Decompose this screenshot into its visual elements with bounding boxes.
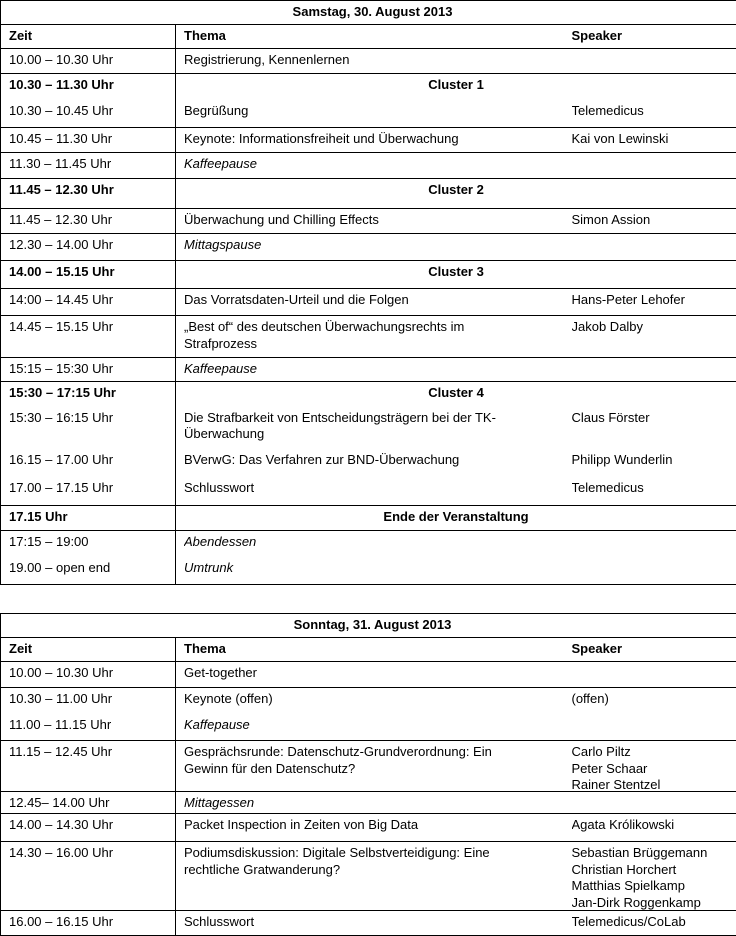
speaker-text: Telemedicus/CoLab [572, 914, 736, 931]
table-row [1, 741, 736, 792]
speaker-cell [564, 49, 736, 74]
cluster-heading: Cluster 3 [176, 261, 736, 289]
speaker-cell [564, 741, 736, 792]
topic-cell [176, 128, 564, 153]
topic-text: Kaffepause [184, 717, 564, 734]
cluster-row [1, 74, 736, 100]
time-cell: 17.00 – 17.15 Uhr [1, 477, 176, 506]
cluster-heading: Cluster 2 [176, 179, 736, 209]
speaker-cell [564, 531, 736, 557]
time-cell: 11.15 – 12.45 Uhr [1, 741, 176, 792]
table-header-row [1, 638, 736, 662]
topic-cell [176, 741, 564, 792]
time-cell: 17.15 Uhr [1, 506, 176, 531]
topic-cell [176, 289, 564, 316]
topic-cell [176, 477, 564, 506]
header-topic: Thema [176, 25, 564, 49]
time-cell: 14.00 – 14.30 Uhr [1, 814, 176, 842]
topic-cell [176, 911, 564, 936]
time-cell: 10.30 – 11.00 Uhr [1, 688, 176, 714]
speaker-cell [564, 714, 736, 741]
header-topic: Thema [176, 638, 564, 662]
time-cell: 16.00 – 16.15 Uhr [1, 911, 176, 936]
header-time: Zeit [1, 25, 176, 49]
topic-text: Kaffeepause [184, 361, 564, 378]
speaker-cell [564, 814, 736, 842]
topic-cell [176, 407, 564, 449]
speaker-cell [564, 128, 736, 153]
table-row [1, 449, 736, 477]
speaker-cell [564, 688, 736, 714]
cluster-row [1, 506, 736, 531]
speaker-cell [564, 842, 736, 911]
cluster-heading: Cluster 1 [176, 74, 736, 100]
cluster-row [1, 261, 736, 289]
speaker-cell [564, 209, 736, 234]
topic-text: Packet Inspection in Zeiten von Big Data [184, 817, 564, 834]
header-speaker: Speaker [564, 25, 736, 49]
table-row [1, 714, 736, 741]
cluster-heading: Cluster 4 [176, 382, 736, 407]
table-title-row [1, 1, 736, 25]
topic-cell [176, 557, 564, 585]
table-row [1, 662, 736, 688]
speaker-text: (offen) [572, 691, 736, 708]
table-title-row [1, 614, 736, 638]
speaker-cell [564, 662, 736, 688]
header-time: Zeit [1, 638, 176, 662]
cluster-row [1, 382, 736, 407]
speaker-cell [564, 358, 736, 382]
table-header-row [1, 25, 736, 49]
speaker-cell [564, 792, 736, 814]
time-cell: 12.30 – 14.00 Uhr [1, 234, 176, 261]
cluster-row [1, 179, 736, 209]
topic-cell [176, 100, 564, 128]
topic-cell [176, 662, 564, 688]
topic-cell [176, 234, 564, 261]
table-row [1, 531, 736, 557]
topic-cell [176, 358, 564, 382]
topic-text: Podiumsdiskussion: Digitale Selbstverteidigung: Eine rechtliche Gratwanderung? [184, 845, 564, 878]
topic-cell [176, 814, 564, 842]
table-row [1, 407, 736, 449]
cluster-heading: Ende der Veranstaltung [176, 506, 736, 531]
table-row [1, 911, 736, 936]
time-cell: 11.45 – 12.30 Uhr [1, 209, 176, 234]
header-speaker: Speaker [564, 638, 736, 662]
topic-text: „Best of“ des deutschen Überwachungsrechts im Strafprozess [184, 319, 564, 352]
speaker-text: Jakob Dalby [572, 319, 736, 336]
table-row [1, 792, 736, 814]
table-row [1, 842, 736, 911]
topic-text: Registrierung, Kennenlernen [184, 52, 564, 69]
topic-text: BVerwG: Das Verfahren zur BND-Überwachung [184, 452, 564, 469]
time-cell: 19.00 – open end [1, 557, 176, 585]
speaker-cell [564, 234, 736, 261]
time-cell: 15:30 – 16:15 Uhr [1, 407, 176, 449]
table-row [1, 234, 736, 261]
topic-cell [176, 688, 564, 714]
topic-text: Umtrunk [184, 560, 564, 577]
topic-text: Schlusswort [184, 914, 564, 931]
table-row [1, 477, 736, 506]
time-cell: 14:00 – 14.45 Uhr [1, 289, 176, 316]
time-cell: 10.30 – 10.45 Uhr [1, 100, 176, 128]
topic-cell [176, 714, 564, 741]
speaker-cell [564, 407, 736, 449]
topic-cell [176, 842, 564, 911]
time-cell: 11.00 – 11.15 Uhr [1, 714, 176, 741]
table-row [1, 100, 736, 128]
topic-cell [176, 792, 564, 814]
schedule-table-sunday [0, 613, 736, 936]
time-cell: 17:15 – 19:00 [1, 531, 176, 557]
time-cell: 14.30 – 16.00 Uhr [1, 842, 176, 911]
topic-text: Begrüßung [184, 103, 564, 120]
speaker-text: Sebastian Brüggemann Christian Horchert Matthias Spielkamp Jan-Dirk Roggenkamp [572, 845, 736, 910]
topic-text: Mittagspause [184, 237, 564, 254]
topic-text: Schlusswort [184, 480, 564, 497]
table-row [1, 128, 736, 153]
time-cell: 16.15 – 17.00 Uhr [1, 449, 176, 477]
time-cell: 14.00 – 15.15 Uhr [1, 261, 176, 289]
speaker-cell [564, 557, 736, 585]
speaker-cell [564, 449, 736, 477]
time-cell: 10.00 – 10.30 Uhr [1, 662, 176, 688]
topic-cell [176, 153, 564, 179]
speaker-cell [564, 316, 736, 358]
table-row [1, 557, 736, 585]
speaker-text: Telemedicus [572, 103, 736, 120]
speaker-text: Claus Förster [572, 410, 736, 427]
topic-text: Keynote (offen) [184, 691, 564, 708]
table-title: Sonntag, 31. August 2013 [1, 614, 736, 638]
topic-text: Überwachung und Chilling Effects [184, 212, 564, 229]
table-row [1, 289, 736, 316]
table-row [1, 153, 736, 179]
speaker-cell [564, 100, 736, 128]
topic-cell [176, 49, 564, 74]
table-row [1, 688, 736, 714]
speaker-cell [564, 911, 736, 936]
speaker-text: Agata Królikowski [572, 817, 736, 834]
time-cell: 10.30 – 11.30 Uhr [1, 74, 176, 100]
topic-text: Die Strafbarkeit von Entscheidungsträgern bei der TK- Überwachung [184, 410, 564, 443]
speaker-cell [564, 153, 736, 179]
table-row [1, 814, 736, 842]
topic-cell [176, 209, 564, 234]
topic-cell [176, 316, 564, 358]
time-cell: 11.45 – 12.30 Uhr [1, 179, 176, 209]
speaker-text: Telemedicus [572, 480, 736, 497]
topic-text: Das Vorratsdaten-Urteil und die Folgen [184, 292, 564, 309]
topic-cell [176, 531, 564, 557]
topic-cell [176, 449, 564, 477]
topic-text: Keynote: Informationsfreiheit und Überwachung [184, 131, 564, 148]
topic-text: Gesprächsrunde: Datenschutz-Grundverordnung: Ein Gewinn für den Datenschutz? [184, 744, 564, 777]
time-cell: 15:30 – 17:15 Uhr [1, 382, 176, 407]
topic-text: Get-together [184, 665, 564, 682]
table-title: Samstag, 30. August 2013 [1, 1, 736, 25]
table-row [1, 316, 736, 358]
speaker-cell [564, 477, 736, 506]
speaker-text: Hans-Peter Lehofer [572, 292, 736, 309]
table-row [1, 49, 736, 74]
speaker-text: Simon Assion [572, 212, 736, 229]
time-cell: 10.45 – 11.30 Uhr [1, 128, 176, 153]
table-row [1, 358, 736, 382]
time-cell: 14.45 – 15.15 Uhr [1, 316, 176, 358]
time-cell: 15:15 – 15:30 Uhr [1, 358, 176, 382]
speaker-cell [564, 289, 736, 316]
time-cell: 11.30 – 11.45 Uhr [1, 153, 176, 179]
speaker-text: Carlo Piltz Peter Schaar Rainer Stentzel [572, 744, 736, 791]
speaker-text: Philipp Wunderlin [572, 452, 736, 469]
topic-text: Abendessen [184, 534, 564, 551]
topic-text: Kaffeepause [184, 156, 564, 173]
time-cell: 10.00 – 10.30 Uhr [1, 49, 176, 74]
time-cell: 12.45– 14.00 Uhr [1, 792, 176, 814]
topic-text: Mittagessen [184, 795, 564, 812]
speaker-text: Kai von Lewinski [572, 131, 736, 148]
table-row [1, 209, 736, 234]
